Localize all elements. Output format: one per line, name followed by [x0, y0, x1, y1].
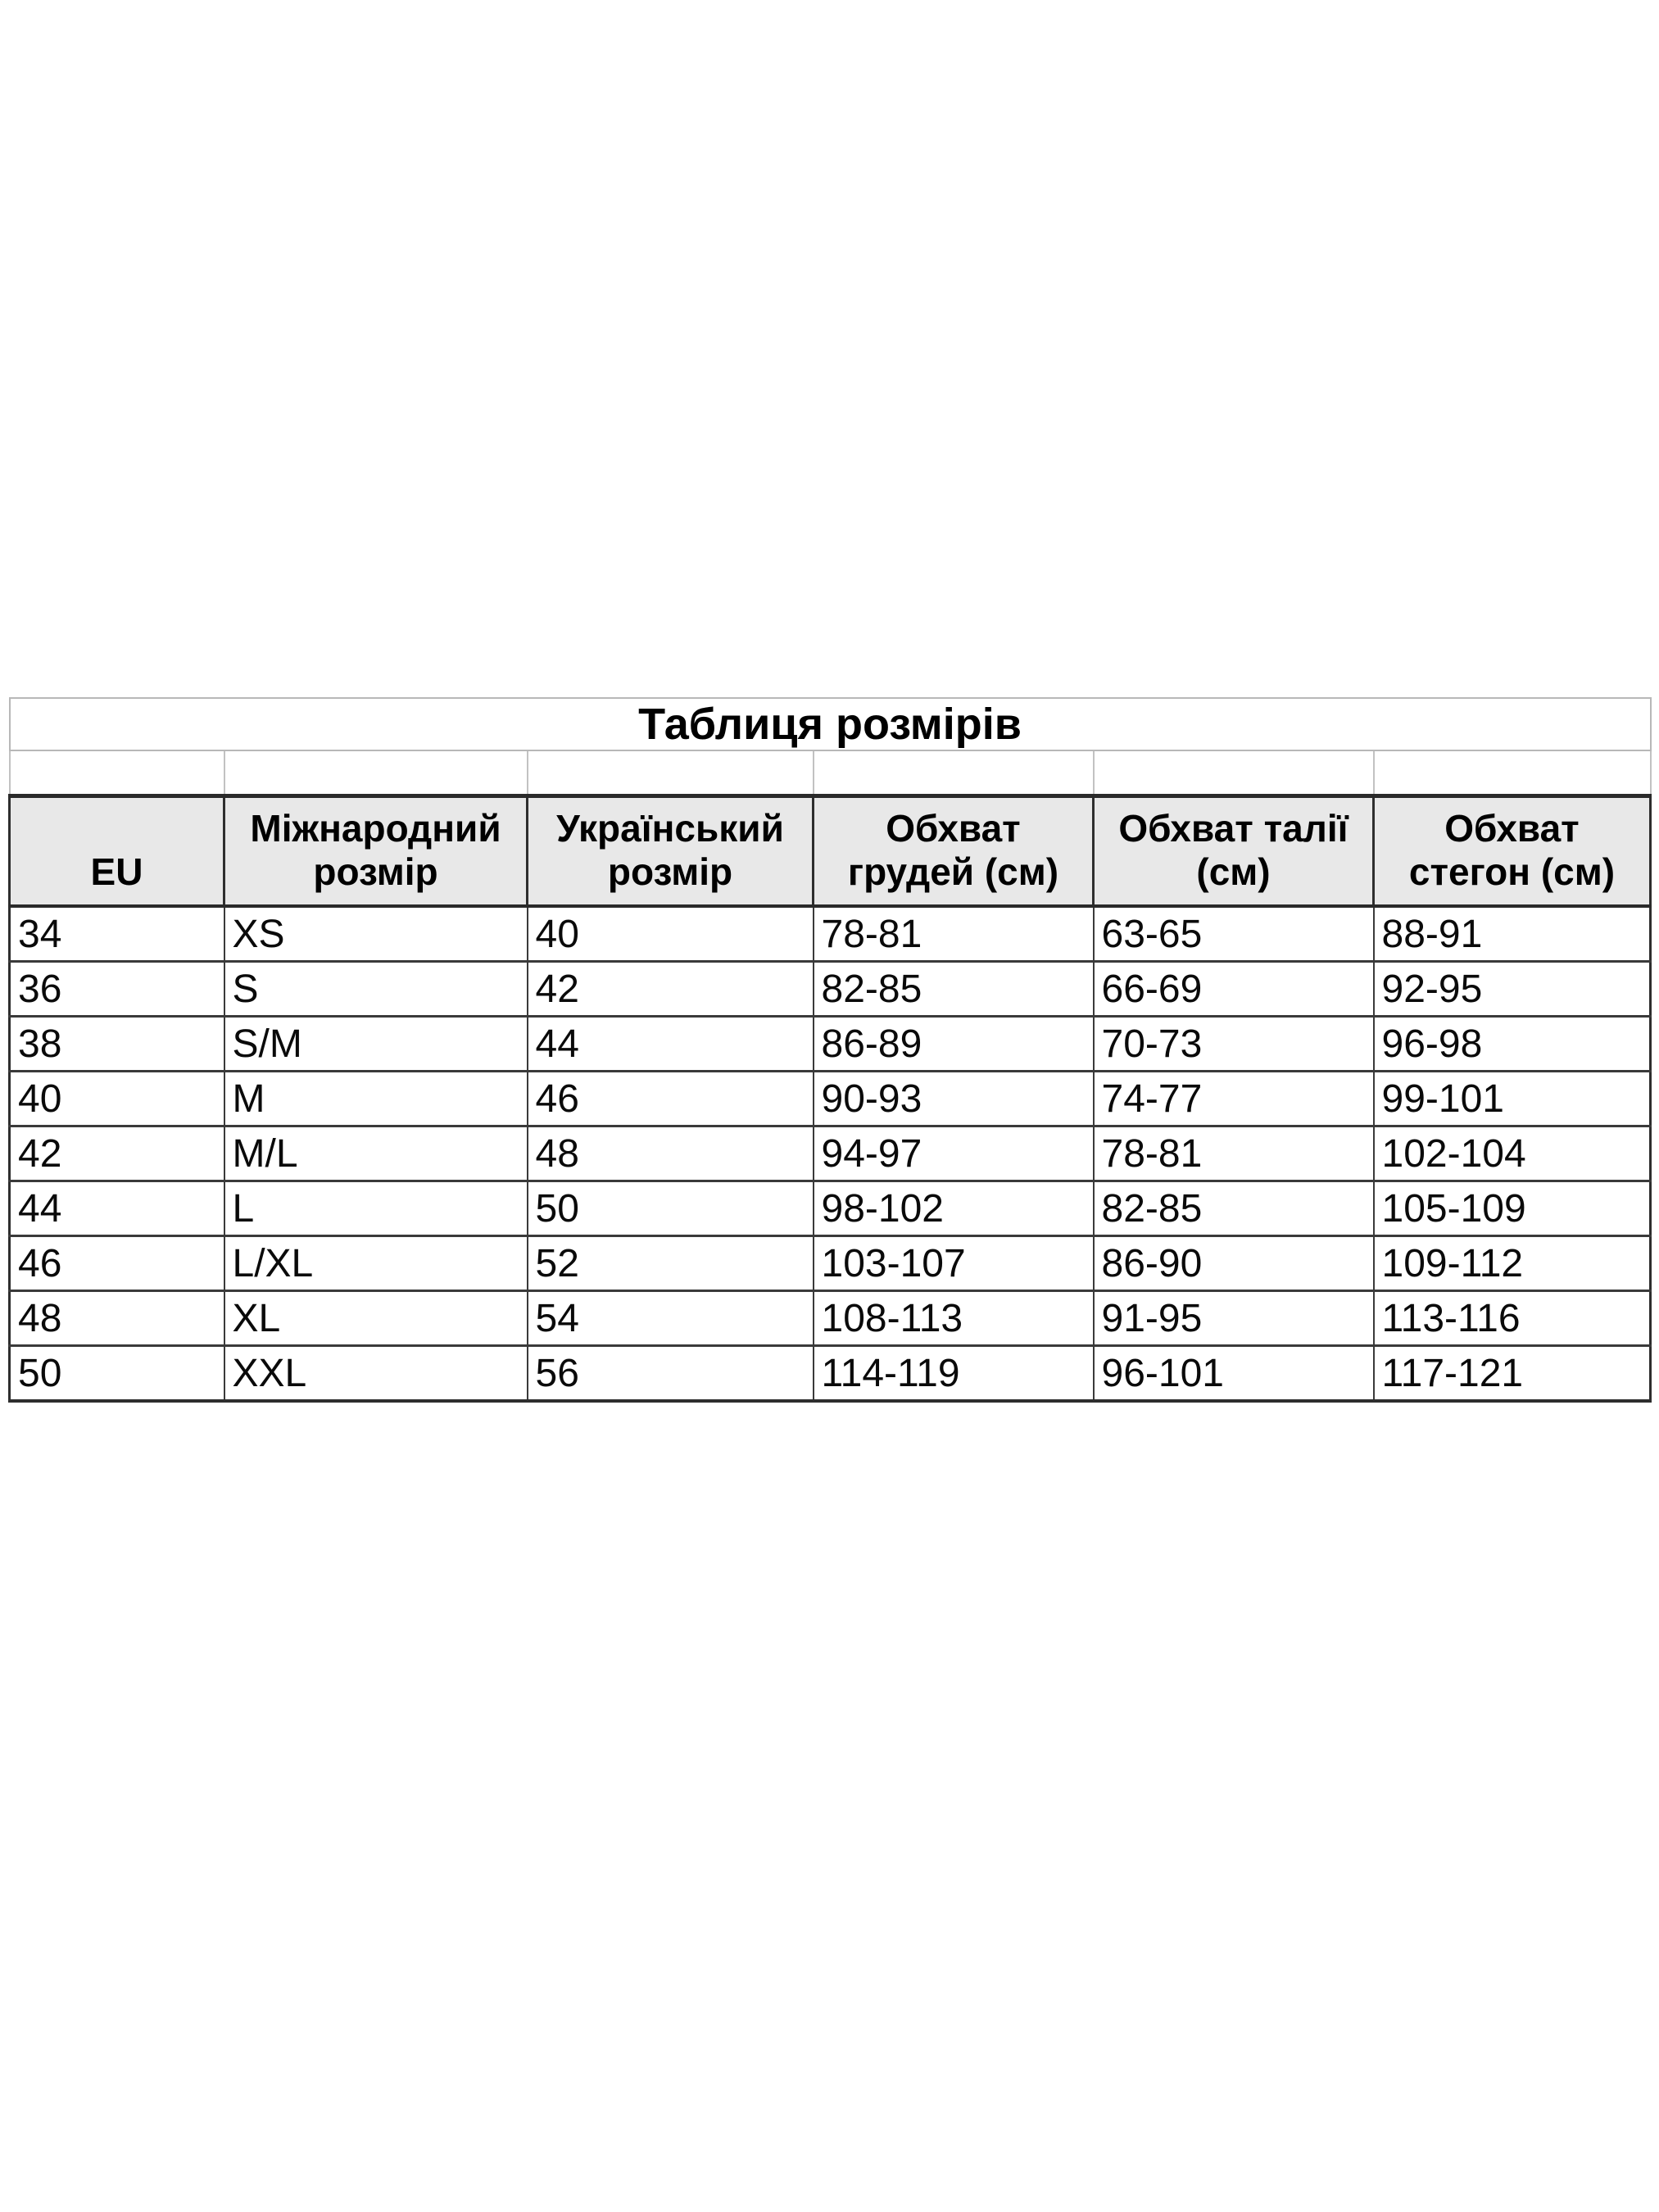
table-row — [10, 1236, 1651, 1291]
cell-waist: 63-65 — [1094, 906, 1374, 962]
cell-international: L/XL — [224, 1236, 528, 1291]
cell-chest: 94-97 — [814, 1126, 1094, 1181]
cell-chest: 82-85 — [814, 962, 1094, 1017]
table-row — [10, 1072, 1651, 1126]
cell-chest: 78-81 — [814, 906, 1094, 962]
cell-ukrainian: 48 — [528, 1126, 814, 1181]
spacer-cell — [10, 750, 224, 796]
table-row — [10, 1291, 1651, 1346]
cell-waist: 96-101 — [1094, 1346, 1374, 1402]
cell-hips: 117-121 — [1374, 1346, 1651, 1402]
cell-international: XS — [224, 906, 528, 962]
table-row — [10, 1346, 1651, 1402]
cell-international: M/L — [224, 1126, 528, 1181]
header-cell-chest: Обхват грудей (см) — [814, 796, 1094, 907]
cell-ukrainian: 52 — [528, 1236, 814, 1291]
cell-chest: 114-119 — [814, 1346, 1094, 1402]
cell-international: S — [224, 962, 528, 1017]
cell-eu: 50 — [10, 1346, 224, 1402]
cell-waist: 86-90 — [1094, 1236, 1374, 1291]
cell-international: M — [224, 1072, 528, 1126]
spacer-cell — [224, 750, 528, 796]
cell-eu: 44 — [10, 1181, 224, 1236]
spacer-cell — [1094, 750, 1374, 796]
cell-hips: 109-112 — [1374, 1236, 1651, 1291]
cell-hips: 113-116 — [1374, 1291, 1651, 1346]
cell-hips: 99-101 — [1374, 1072, 1651, 1126]
cell-waist: 66-69 — [1094, 962, 1374, 1017]
title-row — [10, 698, 1651, 750]
cell-international: S/M — [224, 1017, 528, 1072]
cell-ukrainian: 54 — [528, 1291, 814, 1346]
cell-international: L — [224, 1181, 528, 1236]
header-cell-ukrainian-size: Український розмір — [528, 796, 814, 907]
table-row — [10, 1126, 1651, 1181]
cell-eu: 46 — [10, 1236, 224, 1291]
cell-eu: 34 — [10, 906, 224, 962]
header-cell-hips: Обхват стегон (см) — [1374, 796, 1651, 907]
cell-ukrainian: 50 — [528, 1181, 814, 1236]
cell-hips: 105-109 — [1374, 1181, 1651, 1236]
table-row — [10, 1017, 1651, 1072]
cell-waist: 70-73 — [1094, 1017, 1374, 1072]
cell-hips: 88-91 — [1374, 906, 1651, 962]
cell-hips: 102-104 — [1374, 1126, 1651, 1181]
header-row — [10, 796, 1651, 907]
cell-eu: 42 — [10, 1126, 224, 1181]
cell-ukrainian: 40 — [528, 906, 814, 962]
table-row — [10, 1181, 1651, 1236]
header-cell-waist: Обхват талії (см) — [1094, 796, 1374, 907]
spacer-row — [10, 750, 1651, 796]
cell-international: XL — [224, 1291, 528, 1346]
table-title: Таблиця розмірів — [10, 698, 1651, 750]
header-cell-international-size: Міжнародний розмір — [224, 796, 528, 907]
header-cell-eu: EU — [10, 796, 224, 907]
spacer-cell — [814, 750, 1094, 796]
cell-hips: 92-95 — [1374, 962, 1651, 1017]
cell-waist: 74-77 — [1094, 1072, 1374, 1126]
cell-waist: 91-95 — [1094, 1291, 1374, 1346]
cell-eu: 48 — [10, 1291, 224, 1346]
cell-chest: 108-113 — [814, 1291, 1094, 1346]
cell-ukrainian: 44 — [528, 1017, 814, 1072]
spacer-cell — [528, 750, 814, 796]
cell-chest: 98-102 — [814, 1181, 1094, 1236]
cell-chest: 86-89 — [814, 1017, 1094, 1072]
cell-eu: 40 — [10, 1072, 224, 1126]
cell-eu: 36 — [10, 962, 224, 1017]
spacer-cell — [1374, 750, 1651, 796]
cell-ukrainian: 56 — [528, 1346, 814, 1402]
table-row — [10, 962, 1651, 1017]
cell-eu: 38 — [10, 1017, 224, 1072]
cell-waist: 78-81 — [1094, 1126, 1374, 1181]
cell-chest: 103-107 — [814, 1236, 1094, 1291]
cell-chest: 90-93 — [814, 1072, 1094, 1126]
cell-waist: 82-85 — [1094, 1181, 1374, 1236]
size-table — [8, 697, 1652, 1403]
size-table-container — [8, 697, 1649, 1403]
cell-hips: 96-98 — [1374, 1017, 1651, 1072]
cell-ukrainian: 42 — [528, 962, 814, 1017]
cell-ukrainian: 46 — [528, 1072, 814, 1126]
cell-international: XXL — [224, 1346, 528, 1402]
table-row — [10, 906, 1651, 962]
